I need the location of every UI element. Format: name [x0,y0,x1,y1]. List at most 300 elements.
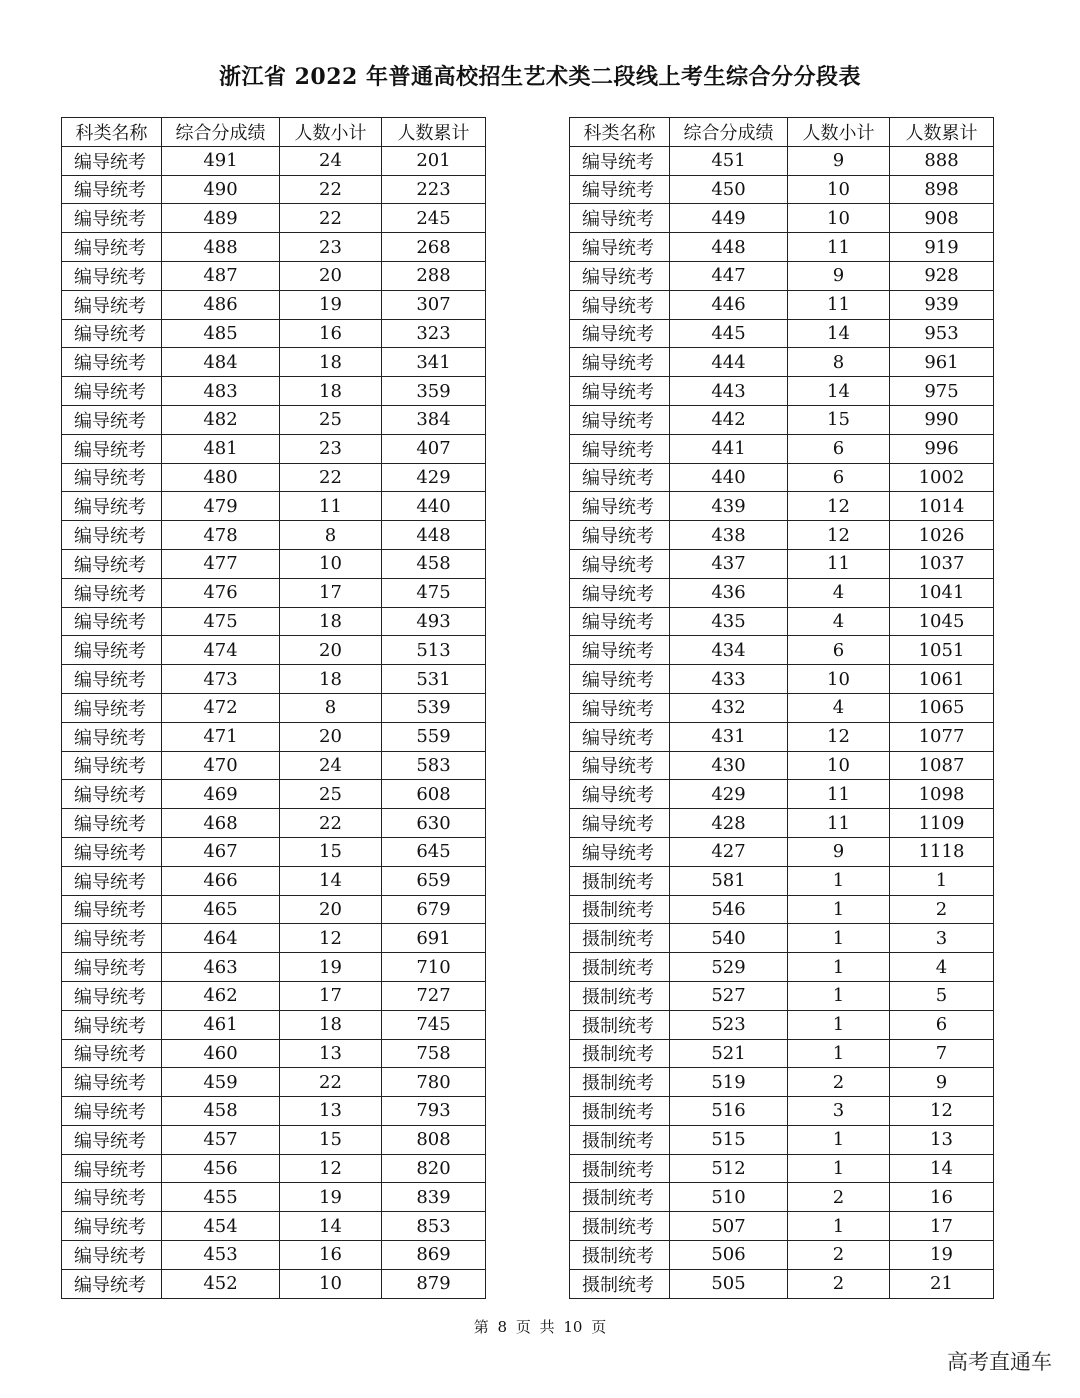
table-row [570,377,994,406]
cell-count: 1 [788,1212,890,1241]
cell-category: 摄制统考 [570,1097,670,1126]
cell-cumulative: 17 [890,1212,994,1241]
cell-category: 编导统考 [62,866,162,895]
cell-cumulative: 758 [382,1039,486,1068]
cell-category: 编导统考 [62,722,162,751]
cell-count: 19 [280,1183,382,1212]
cell-score: 486 [162,290,280,319]
cell-score: 487 [162,261,280,290]
cell-count: 10 [788,175,890,204]
table-row [62,895,486,924]
cell-count: 1 [788,866,890,895]
cell-cumulative: 961 [890,348,994,377]
cell-category: 编导统考 [62,809,162,838]
cell-cumulative: 201 [382,146,486,175]
header-cumulative: 人数累计 [382,118,486,147]
cell-count: 10 [280,1269,382,1298]
cell-count: 4 [788,607,890,636]
table-row [570,549,994,578]
cell-cumulative: 1041 [890,578,994,607]
cell-category: 编导统考 [62,146,162,175]
cell-category: 编导统考 [570,665,670,694]
cell-score: 437 [670,549,788,578]
cell-score: 444 [670,348,788,377]
cell-cumulative: 953 [890,319,994,348]
table-row [62,261,486,290]
table-row [570,1097,994,1126]
cell-category: 摄制统考 [570,1154,670,1183]
cell-cumulative: 919 [890,233,994,262]
cell-score: 488 [162,233,280,262]
cell-category: 编导统考 [62,837,162,866]
table-row [62,665,486,694]
cell-category: 编导统考 [570,175,670,204]
table-row [62,434,486,463]
cell-category: 编导统考 [62,463,162,492]
cell-count: 20 [280,722,382,751]
table-row [62,924,486,953]
table-row [62,981,486,1010]
cell-score: 473 [162,665,280,694]
table-row [570,809,994,838]
cell-category: 编导统考 [570,405,670,434]
cell-category: 编导统考 [62,1154,162,1183]
cell-cumulative: 975 [890,377,994,406]
cell-count: 12 [280,1154,382,1183]
cell-category: 编导统考 [62,780,162,809]
cell-cumulative: 531 [382,665,486,694]
cell-score: 428 [670,809,788,838]
cell-category: 编导统考 [570,636,670,665]
cell-count: 16 [280,319,382,348]
table-row [62,146,486,175]
cell-score: 468 [162,809,280,838]
table-row [62,722,486,751]
cell-count: 15 [280,1125,382,1154]
cell-category: 编导统考 [62,1010,162,1039]
cell-count: 14 [280,1212,382,1241]
cell-category: 编导统考 [62,693,162,722]
cell-score: 440 [670,463,788,492]
cell-cumulative: 1061 [890,665,994,694]
cell-score: 478 [162,521,280,550]
header-score: 综合分成绩 [162,118,280,147]
cell-count: 4 [788,578,890,607]
table-row [570,146,994,175]
cell-category: 编导统考 [570,693,670,722]
cell-cumulative: 9 [890,1068,994,1097]
cell-cumulative: 307 [382,290,486,319]
cell-cumulative: 429 [382,463,486,492]
cell-count: 23 [280,233,382,262]
cell-score: 442 [670,405,788,434]
table-row [570,751,994,780]
cell-count: 10 [280,549,382,578]
cell-score: 476 [162,578,280,607]
cell-category: 编导统考 [62,1125,162,1154]
cell-count: 11 [788,233,890,262]
cell-count: 22 [280,1068,382,1097]
table-header-row [570,118,994,147]
cell-category: 编导统考 [570,146,670,175]
table-row [62,1154,486,1183]
cell-cumulative: 996 [890,434,994,463]
cell-count: 3 [788,1097,890,1126]
cell-category: 编导统考 [570,722,670,751]
cell-cumulative: 869 [382,1241,486,1270]
cell-count: 20 [280,261,382,290]
footer-total-pages: 10 [563,1318,583,1336]
header-category: 科类名称 [62,118,162,147]
cell-category: 编导统考 [62,434,162,463]
cell-count: 9 [788,837,890,866]
cell-score: 453 [162,1241,280,1270]
cell-category: 编导统考 [62,981,162,1010]
cell-score: 516 [670,1097,788,1126]
table-row [570,463,994,492]
cell-cumulative: 1037 [890,549,994,578]
cell-score: 483 [162,377,280,406]
cell-count: 22 [280,204,382,233]
cell-cumulative: 21 [890,1269,994,1298]
cell-cumulative: 288 [382,261,486,290]
cell-category: 编导统考 [570,261,670,290]
cell-count: 14 [788,377,890,406]
cell-cumulative: 820 [382,1154,486,1183]
cell-category: 编导统考 [570,434,670,463]
cell-category: 编导统考 [62,1068,162,1097]
cell-category: 编导统考 [62,924,162,953]
cell-count: 1 [788,895,890,924]
cell-category: 编导统考 [62,895,162,924]
cell-score: 482 [162,405,280,434]
cell-count: 16 [280,1241,382,1270]
table-row [62,693,486,722]
table-row [570,1269,994,1298]
table-row [570,1039,994,1068]
cell-score: 505 [670,1269,788,1298]
table-row [570,348,994,377]
cell-count: 18 [280,348,382,377]
table-row [570,434,994,463]
table-row [62,953,486,982]
table-row [62,521,486,550]
cell-cumulative: 14 [890,1154,994,1183]
table-row [62,463,486,492]
cell-score: 456 [162,1154,280,1183]
cell-cumulative: 5 [890,981,994,1010]
table-row [570,953,994,982]
table-row [62,607,486,636]
cell-count: 1 [788,1010,890,1039]
cell-score: 475 [162,607,280,636]
cell-cumulative: 2 [890,895,994,924]
table-row [570,1212,994,1241]
footer-page-prefix: 第 [473,1318,489,1336]
cell-score: 439 [670,492,788,521]
cell-cumulative: 407 [382,434,486,463]
cell-count: 19 [280,953,382,982]
cell-count: 18 [280,377,382,406]
cell-count: 6 [788,636,890,665]
document-title: 浙江省 2022 年普通高校招生艺术类二段线上考生综合分分段表 [218,64,862,90]
cell-score: 461 [162,1010,280,1039]
cell-cumulative: 659 [382,866,486,895]
table-row [62,809,486,838]
cell-score: 427 [670,837,788,866]
cell-score: 447 [670,261,788,290]
cell-category: 编导统考 [570,233,670,262]
footer-page-number: 8 [497,1318,508,1336]
cell-score: 434 [670,636,788,665]
cell-count: 1 [788,1039,890,1068]
cell-cumulative: 440 [382,492,486,521]
cell-cumulative: 808 [382,1125,486,1154]
cell-cumulative: 458 [382,549,486,578]
cell-score: 515 [670,1125,788,1154]
table-row [570,204,994,233]
cell-cumulative: 928 [890,261,994,290]
table-row [62,1125,486,1154]
cell-category: 编导统考 [62,1241,162,1270]
table-row [62,405,486,434]
footer-page-middle: 页 共 [515,1318,555,1336]
cell-score: 469 [162,780,280,809]
cell-count: 1 [788,1125,890,1154]
cell-count: 22 [280,809,382,838]
cell-count: 17 [280,981,382,1010]
cell-cumulative: 341 [382,348,486,377]
cell-count: 18 [280,1010,382,1039]
cell-score: 519 [670,1068,788,1097]
table-row [62,837,486,866]
cell-count: 8 [280,521,382,550]
cell-cumulative: 19 [890,1241,994,1270]
cell-category: 摄制统考 [570,981,670,1010]
cell-score: 510 [670,1183,788,1212]
cell-count: 14 [280,866,382,895]
table-row [62,290,486,319]
cell-score: 438 [670,521,788,550]
table-row [570,1154,994,1183]
cell-count: 24 [280,146,382,175]
cell-count: 1 [788,981,890,1010]
cell-cumulative: 1087 [890,751,994,780]
cell-score: 540 [670,924,788,953]
table-row [570,578,994,607]
cell-category: 编导统考 [62,1039,162,1068]
table-row [62,636,486,665]
cell-count: 25 [280,780,382,809]
cell-category: 编导统考 [62,492,162,521]
cell-category: 编导统考 [570,521,670,550]
cell-category: 编导统考 [570,751,670,780]
table-row [62,751,486,780]
cell-count: 25 [280,405,382,434]
cell-score: 463 [162,953,280,982]
cell-cumulative: 359 [382,377,486,406]
cell-cumulative: 223 [382,175,486,204]
cell-score: 527 [670,981,788,1010]
cell-cumulative: 1118 [890,837,994,866]
cell-cumulative: 691 [382,924,486,953]
table-row [570,405,994,434]
cell-cumulative: 727 [382,981,486,1010]
header-count: 人数小计 [280,118,382,147]
cell-score: 485 [162,319,280,348]
page-footer [0,1316,1080,1337]
cell-count: 2 [788,1241,890,1270]
cell-score: 479 [162,492,280,521]
table-row [62,549,486,578]
cell-cumulative: 448 [382,521,486,550]
cell-count: 11 [280,492,382,521]
cell-score: 489 [162,204,280,233]
cell-cumulative: 1077 [890,722,994,751]
table-row [570,233,994,262]
header-category: 科类名称 [570,118,670,147]
cell-count: 22 [280,175,382,204]
cell-score: 454 [162,1212,280,1241]
cell-cumulative: 1 [890,866,994,895]
cell-cumulative: 780 [382,1068,486,1097]
cell-cumulative: 879 [382,1269,486,1298]
cell-score: 430 [670,751,788,780]
cell-cumulative: 6 [890,1010,994,1039]
cell-category: 摄制统考 [570,1068,670,1097]
cell-category: 编导统考 [570,290,670,319]
cell-cumulative: 1026 [890,521,994,550]
cell-score: 450 [670,175,788,204]
cell-category: 编导统考 [62,405,162,434]
cell-category: 摄制统考 [570,1212,670,1241]
cell-category: 编导统考 [62,521,162,550]
cell-category: 编导统考 [62,233,162,262]
cell-cumulative: 12 [890,1097,994,1126]
cell-cumulative: 539 [382,693,486,722]
cell-score: 429 [670,780,788,809]
cell-category: 摄制统考 [570,953,670,982]
cell-count: 11 [788,780,890,809]
table-row [62,348,486,377]
cell-score: 467 [162,837,280,866]
cell-category: 编导统考 [570,809,670,838]
table-row [570,1241,994,1270]
cell-cumulative: 630 [382,809,486,838]
cell-score: 448 [670,233,788,262]
header-cumulative: 人数累计 [890,118,994,147]
table-row [62,1183,486,1212]
cell-cumulative: 513 [382,636,486,665]
cell-score: 512 [670,1154,788,1183]
cell-count: 9 [788,146,890,175]
cell-count: 1 [788,924,890,953]
cell-category: 编导统考 [570,578,670,607]
cell-cumulative: 710 [382,953,486,982]
cell-category: 编导统考 [570,549,670,578]
cell-score: 529 [670,953,788,982]
cell-category: 编导统考 [62,665,162,694]
table-row [62,780,486,809]
cell-cumulative: 1065 [890,693,994,722]
cell-count: 1 [788,1154,890,1183]
cell-category: 编导统考 [570,204,670,233]
cell-category: 编导统考 [62,578,162,607]
cell-category: 编导统考 [62,1269,162,1298]
cell-cumulative: 608 [382,780,486,809]
cell-category: 编导统考 [62,204,162,233]
table-header-row [62,118,486,147]
cell-category: 编导统考 [570,348,670,377]
cell-cumulative: 839 [382,1183,486,1212]
cell-count: 4 [788,693,890,722]
cell-category: 编导统考 [570,780,670,809]
table-row [570,1010,994,1039]
cell-score: 546 [670,895,788,924]
table-row [62,319,486,348]
table-row [62,1212,486,1241]
cell-category: 编导统考 [62,377,162,406]
cell-category: 编导统考 [62,261,162,290]
cell-cumulative: 4 [890,953,994,982]
table-row [62,233,486,262]
cell-score: 455 [162,1183,280,1212]
cell-score: 491 [162,146,280,175]
score-table-left [61,117,486,1299]
cell-score: 458 [162,1097,280,1126]
cell-category: 编导统考 [570,492,670,521]
cell-score: 452 [162,1269,280,1298]
cell-score: 443 [670,377,788,406]
cell-count: 12 [788,722,890,751]
cell-cumulative: 493 [382,607,486,636]
cell-score: 465 [162,895,280,924]
cell-score: 460 [162,1039,280,1068]
table-row [570,1183,994,1212]
cell-count: 2 [788,1068,890,1097]
cell-cumulative: 939 [890,290,994,319]
table-row [62,1010,486,1039]
cell-score: 477 [162,549,280,578]
table-row [570,1068,994,1097]
cell-cumulative: 1051 [890,636,994,665]
table-row [62,1068,486,1097]
cell-count: 11 [788,809,890,838]
table-row [570,722,994,751]
cell-count: 8 [280,693,382,722]
cell-cumulative: 1045 [890,607,994,636]
table-row [570,521,994,550]
cell-cumulative: 559 [382,722,486,751]
table-row [570,261,994,290]
cell-count: 15 [280,837,382,866]
cell-category: 编导统考 [62,751,162,780]
table-row [570,780,994,809]
cell-score: 457 [162,1125,280,1154]
cell-category: 编导统考 [62,175,162,204]
table-row [570,175,994,204]
cell-category: 摄制统考 [570,1183,670,1212]
cell-count: 23 [280,434,382,463]
cell-score: 436 [670,578,788,607]
header-score: 综合分成绩 [670,118,788,147]
cell-count: 18 [280,607,382,636]
cell-category: 编导统考 [62,953,162,982]
table-row [62,1241,486,1270]
cell-score: 521 [670,1039,788,1068]
cell-cumulative: 583 [382,751,486,780]
table-row [62,377,486,406]
